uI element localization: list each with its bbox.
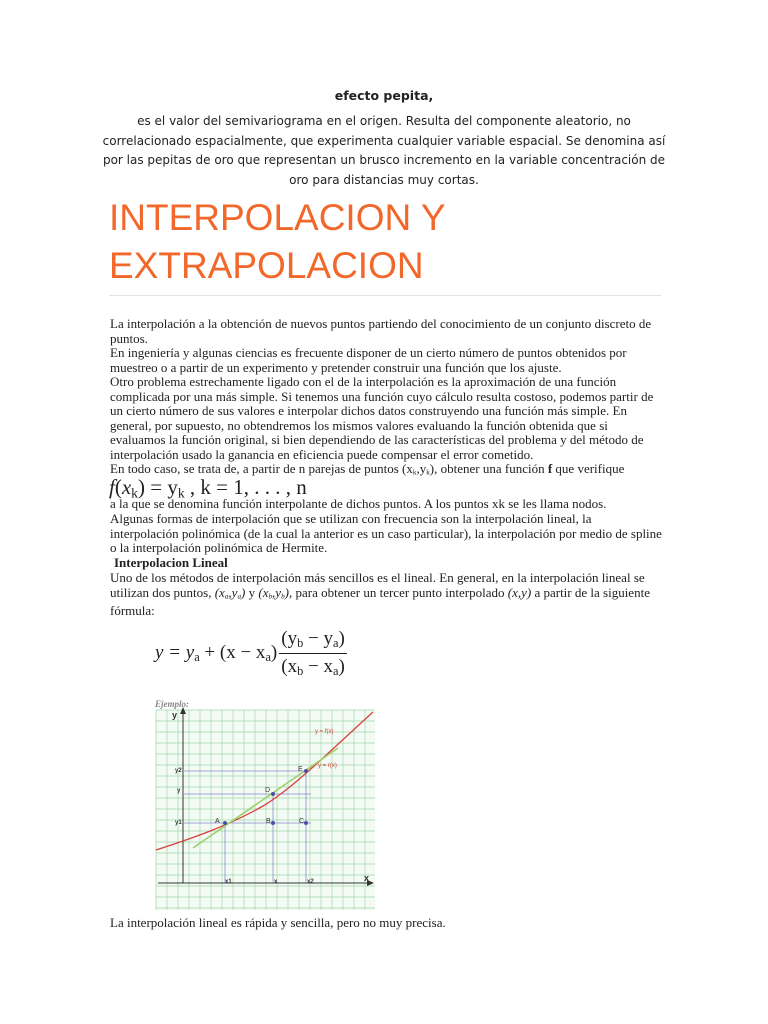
text-span: ) — [241, 584, 246, 600]
formula-subscript: b — [297, 664, 304, 679]
bold-f: f — [547, 461, 553, 476]
text-span: ), obtener una función — [429, 461, 548, 476]
label-d: D — [265, 787, 271, 794]
subheading-interpolacion-lineal: Interpolacion Lineal — [114, 555, 228, 570]
x-axis-label: x — [364, 873, 370, 883]
formula-symbol: + (x − x — [199, 642, 266, 664]
paragraph-linear — [110, 571, 662, 618]
intro-paragraph — [100, 112, 668, 190]
formula-symbol: f — [109, 475, 115, 499]
text-span: ,y — [416, 461, 427, 476]
subscript: k — [426, 468, 430, 477]
point-e — [304, 769, 308, 773]
tick-y1: y1 — [175, 820, 182, 826]
formula-subscript: a — [332, 664, 339, 679]
formula-subscript: k — [131, 485, 138, 501]
paragraph-approximation: Otro problema estrechamente ligado con el de la interpolación es la aproximación de una función complicada por una más simple. Si tenemos una función cuyo cálculo resulta costoso, podemos partir de un cierto número de sus valores e interpolar dichos datos construyendo una función más simple. En general, por supuesto, no obtendremos los mismos valores evaluando la función obtenida que si evaluamos la función original, si bien dependiendo de las características del problema y del método de interpolación usado la ganancia en eficiencia puede compensar el error cometido. — [110, 374, 654, 462]
formula-symbol: (x — [281, 656, 298, 678]
label-c: C — [299, 818, 305, 825]
paragraph-engineering: En ingeniería y algunas ciencias es frecuente disponer de un cierto número de puntos obtenidos por muestreo o a partir de un experimento y pretender construir una función que los ajuste. — [110, 345, 627, 375]
subscript: a — [237, 592, 242, 601]
label-rx: y = r(x) — [318, 763, 337, 769]
text-span: (x — [258, 584, 269, 600]
tick-y: y — [177, 788, 181, 794]
formula-symbol: ) — [338, 628, 345, 649]
label-e: E — [298, 766, 303, 773]
paragraph-nodes: a la que se denomina función interpolante de dichos puntos. A los puntos xk se les llama nodos. — [110, 496, 607, 511]
main-heading-line-2: EXTRAPOLACION — [109, 245, 424, 286]
tick-x2: x2 — [307, 879, 314, 885]
formula-symbol: ) — [270, 642, 278, 664]
text-span: , para obtener un tercer punto interpolado — [289, 584, 508, 600]
text-span: ,y — [228, 584, 238, 600]
formula-interpolant: $f(x_k) = y_k$ , k = 1, . . . , n — [109, 475, 307, 501]
formula-subscript: b — [297, 636, 304, 651]
main-heading — [109, 194, 669, 290]
formula-subscript: a — [194, 650, 200, 665]
intro-line: por las pepitas de oro que representan un brusco incremento en la variable concentración de — [102, 153, 666, 167]
formula-symbol: − x — [303, 656, 333, 678]
intro-line: correlacionado espacialmente, que experimenta cualquier variable espacial. Se denomina así — [102, 133, 666, 148]
formula-subscript: k — [177, 485, 185, 501]
tick-x1: x1 — [225, 879, 232, 885]
formula-denominator — [281, 654, 345, 679]
intro-line: oro para distancias muy cortas. — [289, 172, 479, 187]
subscript: b — [268, 592, 273, 601]
paragraph-definition: La interpolación a la obtención de nuevos puntos partiendo del conocimiento de un conjunto discreto de puntos. — [110, 316, 652, 346]
formula-symbol: = y — [150, 475, 178, 499]
point-d — [271, 792, 275, 796]
formula-symbol: , k = 1, . . . , n — [184, 475, 307, 499]
formula-symbol: y = y — [155, 642, 195, 664]
paragraph-forms: Algunas formas de interpolación que se utilizan con frecuencia son la interpolación lineal, la interpolación polinómica (de la cual la anterior es un caso particular), la interpolación por medio de spline o la interpolación polinómica de Hermite. — [110, 511, 662, 556]
text-span: (x,y) — [507, 584, 532, 600]
heading-divider — [109, 295, 661, 296]
text-span: y — [245, 584, 259, 600]
main-heading-line-1: INTERPOLACION Y — [109, 197, 446, 238]
y-axis-label: y — [172, 710, 178, 720]
intro-title: efecto pepita, — [334, 88, 434, 103]
subscript: b — [281, 592, 285, 601]
formula-subscript: a — [265, 650, 271, 665]
point-a — [223, 821, 227, 825]
label-b: B — [266, 818, 271, 825]
point-c — [304, 821, 308, 825]
text-span: a partir de la siguiente fórmula: — [110, 584, 650, 618]
interpolation-example-figure — [153, 698, 378, 913]
formula-numerator — [279, 628, 347, 654]
text-span: que verifique — [552, 461, 625, 476]
example-title: Ejemplo: — [155, 699, 189, 709]
formula-symbol: ) — [338, 656, 345, 678]
label-a: A — [215, 818, 220, 825]
label-fx: y = f(x) — [315, 729, 334, 735]
formula-symbol: − y — [303, 628, 333, 649]
caption-linear: La interpolación lineal es rápida y sencilla, pero no muy precisa. — [110, 915, 446, 930]
subscript: k — [412, 468, 417, 477]
text-span: (x — [214, 584, 225, 600]
text-span: ,y — [272, 584, 282, 600]
text-span: En todo caso, se trata de, a partir de n parejas de puntos (x — [110, 461, 413, 476]
text-span: Uno de los métodos de interpolación más sencillos es el lineal. En general, en la interpolación lineal se utilizan dos puntos, — [110, 570, 645, 600]
subscript: a — [224, 592, 229, 601]
tick-y2: y2 — [175, 768, 182, 774]
intro-line: es el valor del semivariograma en el origen. Resulta del componente aleatorio, no — [137, 114, 631, 128]
formula-symbol: x — [121, 475, 132, 499]
formula-symbol: (y — [281, 628, 298, 649]
formula-fraction — [279, 628, 347, 679]
formula-linear-interpolation — [155, 628, 347, 679]
formula-subscript: a — [332, 636, 339, 651]
point-b — [271, 821, 275, 825]
text-span: ) — [284, 584, 289, 600]
tick-x: x — [274, 879, 278, 885]
